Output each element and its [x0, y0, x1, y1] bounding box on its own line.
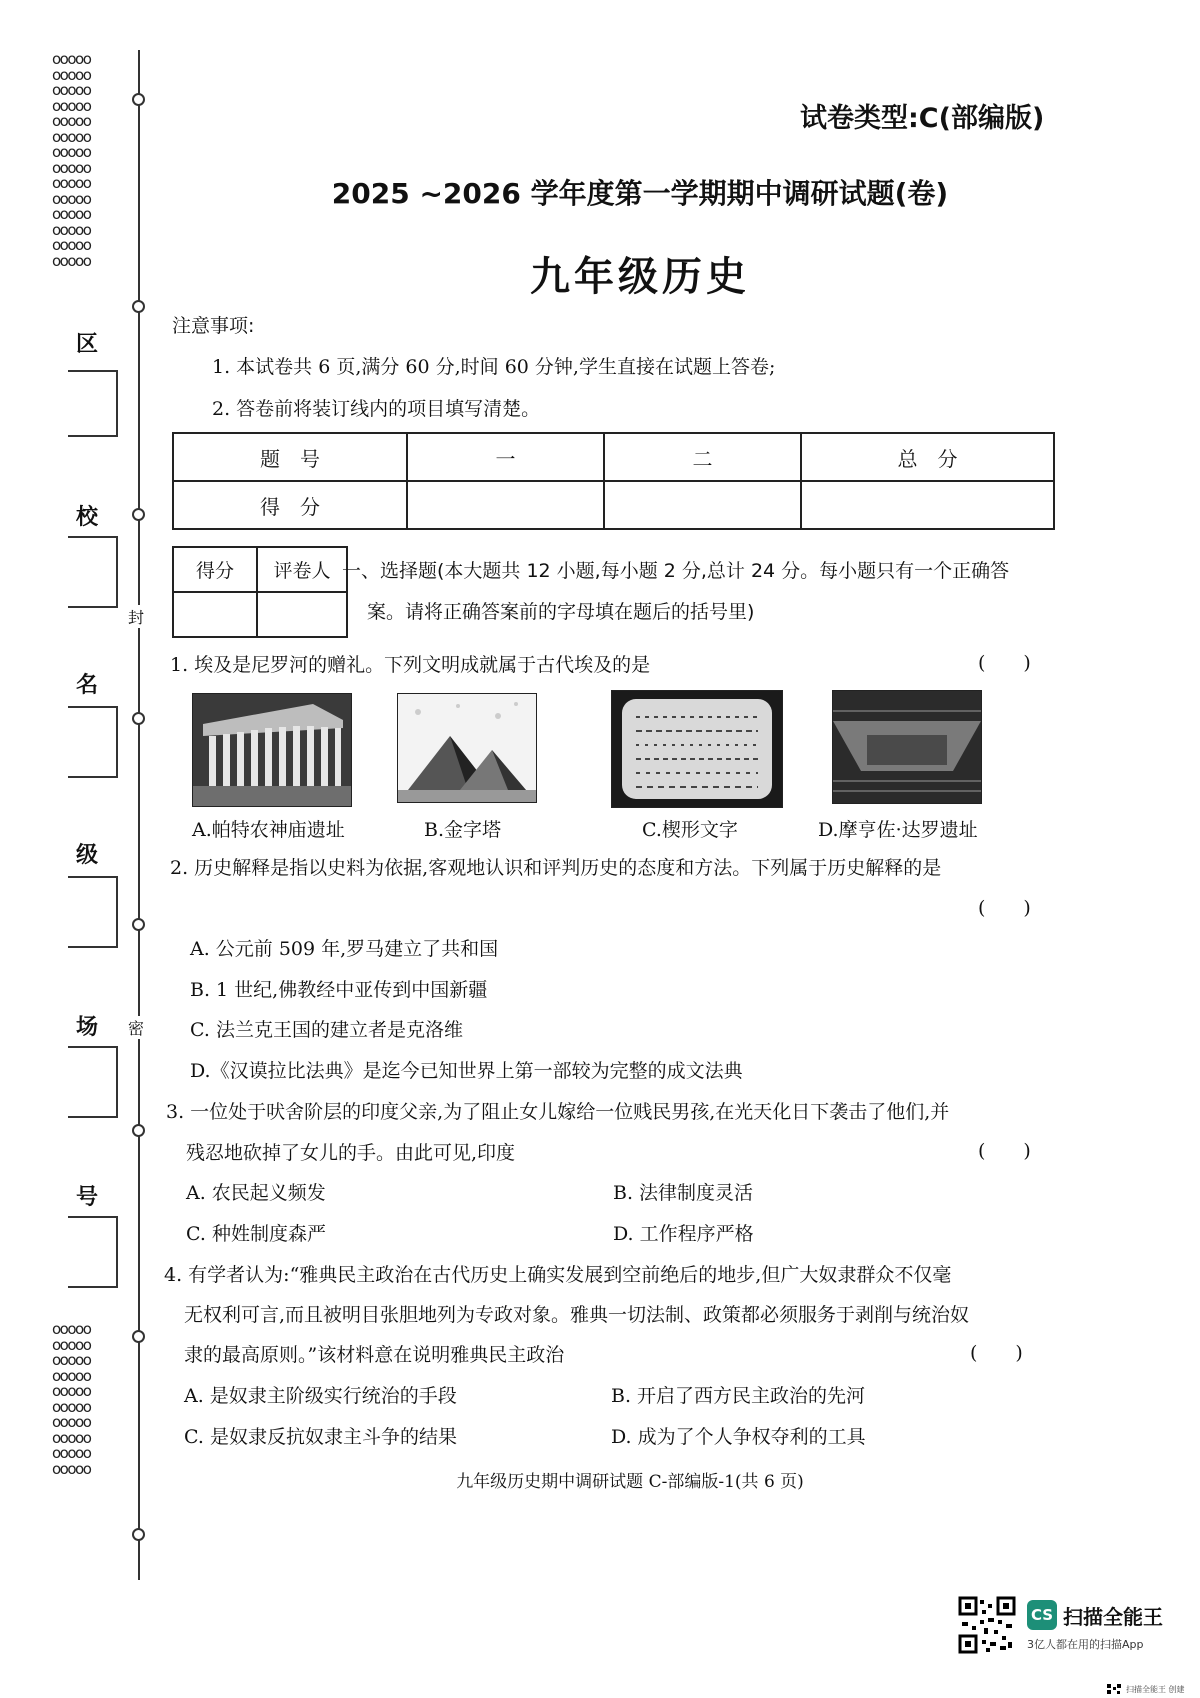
question-3-option-a: A. 农民起义频发 [186, 1182, 326, 1204]
score-cell[interactable] [604, 481, 801, 529]
field-divider [68, 706, 118, 708]
binding-dot [132, 1124, 145, 1137]
parthenon-image [192, 693, 352, 807]
score-cell[interactable] [407, 481, 604, 529]
paper-type: 试卷类型:C(部编版) [800, 103, 1045, 134]
grader-score-label: 得分 [173, 547, 257, 592]
question-2-option-b: B. 1 世纪,佛教经中亚传到中国新疆 [190, 979, 488, 1001]
field-divider [68, 370, 118, 372]
section-heading: 一、选择题(本大题共 12 小题,每小题 2 分,总计 24 分。每小题只有一个正确答 [342, 560, 1010, 582]
binding-dot [132, 508, 145, 521]
question-4-option-a: A. 是奴隶主阶级实行统治的手段 [184, 1385, 457, 1407]
question-3-option-d: D. 工作程序严格 [613, 1223, 754, 1245]
answer-bracket[interactable]: ( ) [978, 897, 1031, 919]
answer-bracket[interactable]: ( ) [978, 652, 1031, 674]
field-divider [68, 1116, 118, 1118]
question-3-option-b: B. 法律制度灵活 [613, 1182, 754, 1204]
binding-dot [132, 918, 145, 931]
field-divider [68, 1286, 118, 1288]
question-3-option-c: C. 种姓制度森严 [186, 1223, 326, 1245]
question-4-stem: 4. 有学者认为:“雅典民主政治在古代历史上确实发展到空前绝后的地步,但广大奴隶群众不仅毫 [164, 1264, 952, 1286]
scanner-tagline: 3亿人都在用的扫描App [1027, 1638, 1144, 1651]
field-label-name: 名 [76, 673, 99, 698]
field-divider [68, 536, 118, 538]
score-header-cell: 一 [407, 433, 604, 481]
binding-holes-bottom: ooooo ooooo ooooo ooooo ooooo ooooo ooooo ooooo ooooo ooooo [52, 1320, 91, 1478]
score-header-cell: 总 分 [801, 433, 1054, 481]
question-2-option-d: D.《汉谟拉比法典》是迄今已知世界上第一部较为完整的成文法典 [190, 1060, 743, 1082]
scanner-app-name: 扫描全能王 [1063, 1605, 1163, 1629]
question-2-stem: 2. 历史解释是指以史料为依据,客观地认识和评判历史的态度和方法。下列属于历史解释的是 [170, 857, 942, 879]
question-4-option-d: D. 成为了个人争权夺利的工具 [611, 1426, 866, 1448]
exam-title: 2025 ~2026 学年度第一学期期中调研试题(卷) [331, 177, 949, 210]
field-divider [116, 536, 118, 606]
field-label-class: 级 [76, 843, 99, 868]
field-label-room: 场 [76, 1015, 99, 1040]
question-3-stem-cont: 残忍地砍掉了女儿的手。由此可见,印度 [186, 1142, 516, 1164]
scanner-credit: 扫描全能王 创建 [1126, 1685, 1185, 1694]
field-divider [68, 946, 118, 948]
binding-mark-seal: 封 [128, 605, 144, 628]
score-table [172, 432, 1055, 530]
field-divider [68, 606, 118, 608]
score-cell[interactable] [801, 481, 1054, 529]
score-header-cell: 二 [604, 433, 801, 481]
score-row-label: 得 分 [173, 481, 407, 529]
question-1-stem: 1. 埃及是尼罗河的赠礼。下列文明成就属于古代埃及的是 [170, 654, 651, 676]
field-divider [68, 1216, 118, 1218]
option-label: A.帕特农神庙遗址 [192, 819, 345, 841]
field-divider [68, 435, 118, 437]
question-3-stem: 3. 一位处于吠舍阶层的印度父亲,为了阻止女儿嫁给一位贱民男孩,在光天化日下袭击了他们,并 [166, 1101, 950, 1123]
field-divider [68, 776, 118, 778]
notice-item: 2. 答卷前将装订线内的项目填写清楚。 [212, 398, 541, 420]
field-label-district: 区 [76, 332, 99, 357]
option-label: D.摩亨佐·达罗遗址 [818, 819, 978, 841]
question-4-stem-cont: 无权利可言,而且被明目张胆地列为专政对象。雅典一切法制、政策都必须服务于剥削与统治奴 [184, 1304, 970, 1326]
field-divider [68, 876, 118, 878]
notice-heading: 注意事项: [172, 315, 255, 337]
notice-item: 1. 本试卷共 6 页,满分 60 分,时间 60 分钟,学生直接在试题上答卷; [212, 356, 776, 378]
option-label: B.金字塔 [424, 819, 502, 841]
mohenjo-daro-image [832, 690, 982, 804]
binding-mark-secret: 密 [128, 1016, 144, 1039]
field-divider [116, 1216, 118, 1286]
binding-dot [132, 1528, 145, 1541]
question-4-option-b: B. 开启了西方民主政治的先河 [611, 1385, 866, 1407]
grader-name-cell[interactable] [257, 592, 347, 637]
grader-name-label: 评卷人 [257, 547, 347, 592]
binding-dot [132, 1330, 145, 1343]
qr-code-icon [958, 1596, 1016, 1654]
question-2-option-a: A. 公元前 509 年,罗马建立了共和国 [190, 938, 499, 960]
answer-bracket[interactable]: ( ) [970, 1342, 1023, 1364]
score-header-cell: 题 号 [173, 433, 407, 481]
field-label-number: 号 [76, 1185, 99, 1210]
question-2-option-c: C. 法兰克王国的建立者是克洛维 [190, 1019, 463, 1041]
binding-dot [132, 93, 145, 106]
field-label-school: 校 [76, 505, 99, 530]
section-heading-cont: 案。请将正确答案前的字母填在题后的括号里) [367, 601, 755, 623]
binding-dot [132, 712, 145, 725]
field-divider [68, 1046, 118, 1048]
question-4-stem-cont: 隶的最高原则。”该材料意在说明雅典民主政治 [184, 1344, 565, 1366]
option-label: C.楔形文字 [642, 819, 738, 841]
mini-qr-icon [1106, 1683, 1122, 1695]
page-footer: 九年级历史期中调研试题 C-部编版-1(共 6 页) [456, 1472, 804, 1492]
question-4-option-c: C. 是奴隶反抗奴隶主斗争的结果 [184, 1426, 457, 1448]
field-divider [116, 876, 118, 946]
grader-score-cell[interactable] [173, 592, 257, 637]
subject-title: 九年级历史 [530, 253, 750, 300]
camscanner-logo-icon: CS [1027, 1600, 1057, 1630]
binding-holes-top: ooooo ooooo ooooo ooooo ooooo ooooo ooooo ooooo ooooo ooooo ooooo ooooo ooooo ooooo [52, 50, 91, 270]
field-divider [116, 1046, 118, 1116]
field-divider [116, 370, 118, 435]
cuneiform-tablet-image [611, 690, 783, 808]
grader-table [172, 546, 348, 638]
answer-bracket[interactable]: ( ) [978, 1140, 1031, 1162]
pyramid-image [397, 693, 537, 803]
field-divider [116, 706, 118, 776]
